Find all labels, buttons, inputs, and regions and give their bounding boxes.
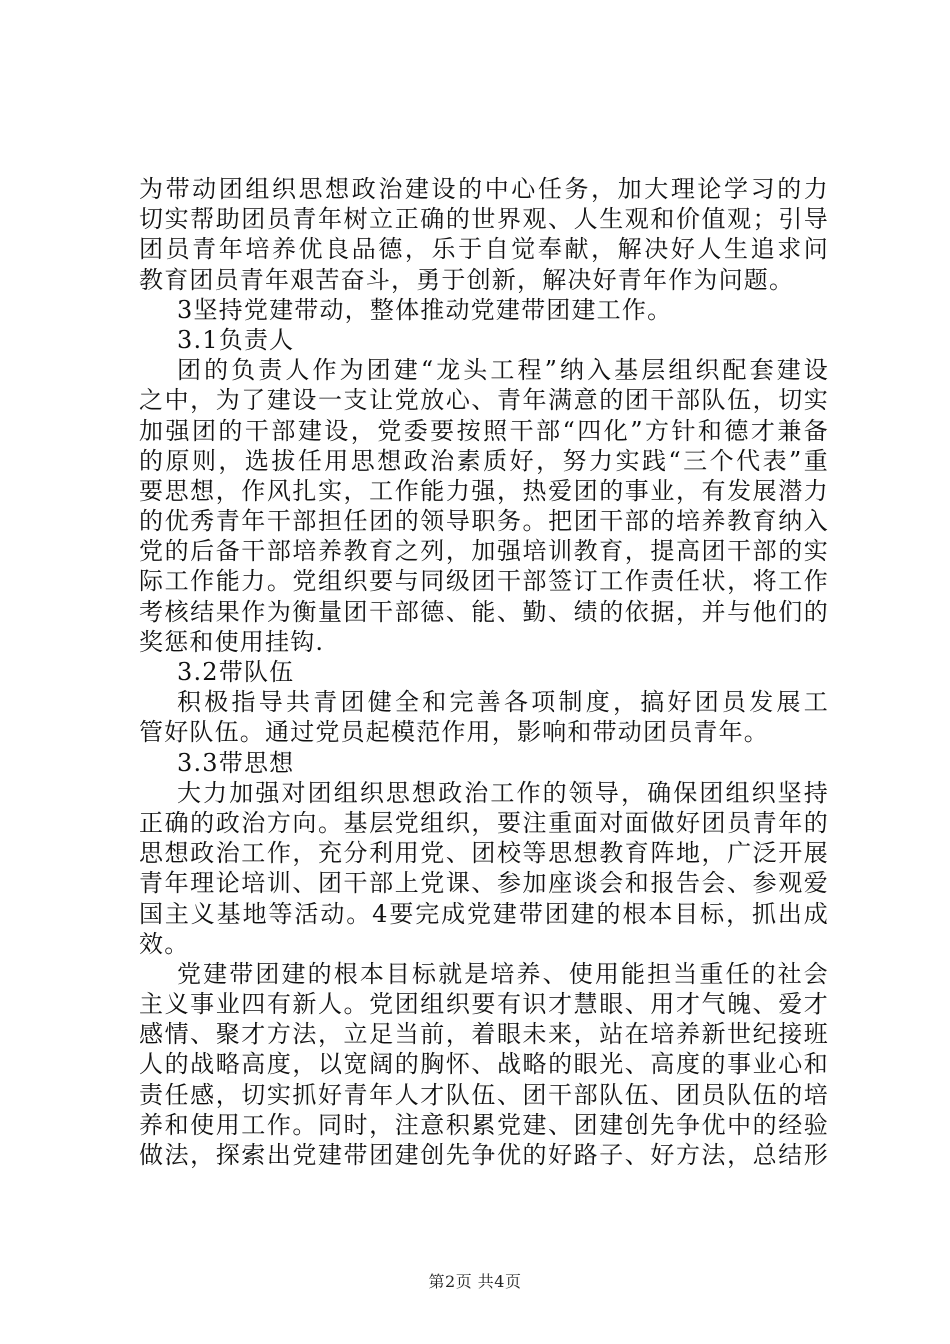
document-body [139, 174, 829, 1170]
paragraph-line: 责任感，切实抓好青年人才队伍、团干部队伍、团员队伍的培 [139, 1080, 829, 1109]
paragraph-line: 做法，探索出党建带团建创先争优的好路子、好方法，总结形 [139, 1141, 829, 1169]
subsection-heading: 3.3带思想 [177, 748, 295, 777]
paragraph-line: 养和使用工作。同时，注意积累党建、团建创先争优中的经验 [139, 1110, 829, 1139]
paragraph-line: 管好队伍。通过党员起模范作用，影响和带动团员青年。 [139, 718, 769, 747]
paragraph-line: 正确的政治方向。基层党组织，要注重面对面做好团员青年的 [139, 808, 829, 837]
paragraph-line: 主义事业四有新人。党团组织要有识才慧眼、用才气魄、爱才 [139, 990, 829, 1019]
paragraph-line: 的优秀青年干部担任团的领导职务。把团干部的培养教育纳入 [139, 507, 829, 536]
paragraph-line: 大力加强对团组织思想政治工作的领导，确保团组织坚持 [177, 778, 829, 807]
paragraph-line: 切实帮助团员青年树立正确的世界观、人生观和价值观；引导 [139, 205, 829, 234]
paragraph-line: 思想政治工作，充分利用党、团校等思想教育阵地，广泛开展 [139, 839, 829, 868]
paragraph-line: 积极指导共青团健全和完善各项制度，搞好团员发展工 [177, 688, 829, 717]
paragraph-line: 的原则，选拔任用思想政治素质好，努力实践“三个代表”重 [139, 446, 829, 475]
paragraph-line: 效。 [139, 929, 190, 958]
paragraph-line: 党的后备干部培养教育之列，加强培训教育，提高团干部的实 [139, 537, 829, 566]
page-number: 第2页 共4页 [428, 1272, 522, 1291]
paragraph-line: 人的战略高度，以宽阔的胸怀、战略的眼光、高度的事业心和 [139, 1050, 829, 1079]
subsection-heading: 3.2带队伍 [177, 658, 295, 686]
paragraph-line: 加强团的干部建设，党委要按照干部“四化”方针和德才兼备 [139, 416, 829, 445]
paragraph-line: 为带动团组织思想政治建设的中心任务，加大理论学习的力 [139, 175, 829, 203]
paragraph-line: 教育团员青年艰苦奋斗，勇于创新，解决好青年作为问题。 [139, 265, 795, 294]
paragraph-line: 考核结果作为衡量团干部德、能、勤、绩的依据，并与他们的 [139, 597, 829, 626]
paragraph-line: 之中，为了建设一支让党放心、青年满意的团干部队伍，切实 [139, 386, 829, 415]
paragraph-line: 奖惩和使用挂钩. [139, 627, 325, 656]
paragraph-line: 团员青年培养优良品德，乐于自觉奉献，解决好人生追求问 [139, 235, 829, 264]
paragraph-line: 团的负责人作为团建“龙头工程”纳入基层组织配套建设 [177, 356, 829, 385]
paragraph-line: 党建带团建的根本目标就是培养、使用能担当重任的社会 [177, 959, 829, 988]
section-heading: 3坚持党建带动，整体推动党建带团建工作。 [177, 295, 673, 324]
paragraph-line: 要思想，作风扎实，工作能力强，热爱团的事业，有发展潜力 [139, 476, 829, 505]
paragraph-line: 国主义基地等活动。4要完成党建带团建的根本目标，抓出成 [139, 899, 829, 928]
paragraph-line: 青年理论培训、团干部上党课、参加座谈会和报告会、参观爱 [139, 869, 829, 898]
paragraph-line: 际工作能力。党组织要与同级团干部签订工作责任状，将工作 [139, 567, 829, 596]
subsection-heading: 3.1负责人 [177, 325, 295, 354]
paragraph-line: 感情、聚才方法，立足当前，着眼未来，站在培养新世纪接班 [139, 1020, 829, 1049]
